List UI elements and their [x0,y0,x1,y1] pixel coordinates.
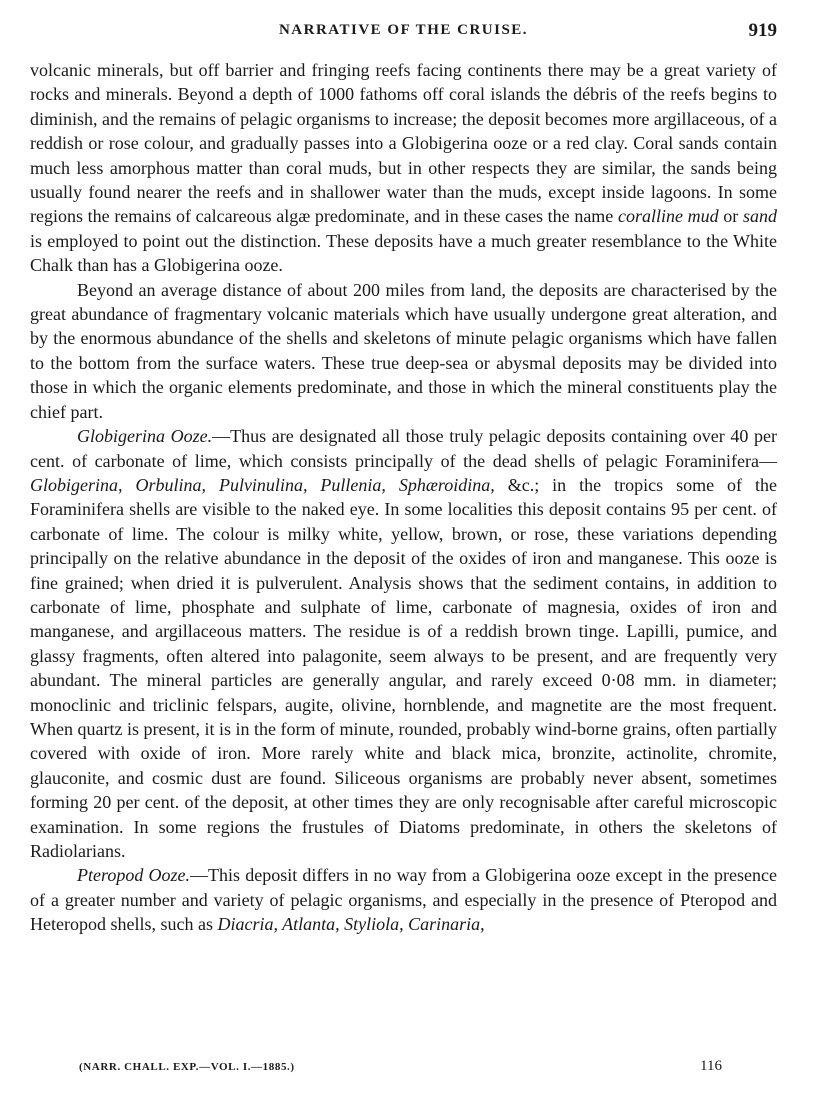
text-span: volcanic minerals, but off barrier and fringing reefs facing continents there may be a great variety of rocks and minerals. Beyond a depth of 1000 fathoms off coral islands the débris of the reefs begins to diminish, and the remains of pelagic organisms to increase; the deposit becomes more argillaceous, of a reddish or rose colour, and gradually passes into a Globigerina ooze or a red clay. Coral sands contain much less amorphous matter than coral muds, but in other respects they are similar, the sands being usually found nearer the reefs and in shallower water than the muds, except inside lagoons. In some regions the remains of calcareous algæ predominate, and in these cases the name [30,60,777,227]
italic-term: sand [742,206,777,227]
page-footer [30,1058,777,1080]
running-header [30,22,777,46]
paragraph-1 [30,58,777,278]
signature-mark: 116 [700,1058,722,1074]
section-heading-pteropod-ooze: Pteropod Ooze. [77,865,191,886]
paragraph-globigerina-ooze [30,424,777,863]
text-span: or [718,206,743,227]
footer-citation: (NARR. CHALL. EXP.—VOL. I.—1885.) [79,1061,295,1073]
italic-genera-list: Diacria, Atlanta, Styliola, Carinaria, [217,914,485,935]
book-page [30,0,777,1100]
paragraph-2 [30,278,777,424]
body-text [30,58,777,937]
paragraph-pteropod-ooze [30,863,777,936]
running-title: NARRATIVE OF THE CRUISE. [278,22,529,38]
text-span: &c.; in the tropics some of the Foraminifera shells are visible to the naked eye. In some localities this deposit contains 95 per cent. of carbonate of lime. The colour is milky white, yellow, brown, or rose, these variations depending principally on the relative abundance in the deposit of the oxides of iron and manganese. This ooze is fine grained; when dried it is pulverulent. Analysis shows that the sediment contains, in addition to carbonate of lime, phosphate and sulphate of lime, carbonate of magnesia, oxides of iron and manganese, and argillaceous matters. The residue is of a reddish brown tinge. Lapilli, pumice, and glassy fragments, often altered into palagonite, seem always to be present, and are frequently very abundant. The mineral particles are generally angular, and rarely exceed 0·08 mm. in diameter; monoclinic and triclinic felspars, augite, olivine, hornblende, and magnetite are the most frequent. When quartz is present, it is in the form of minute, rounded, probably wind-borne grains, often partially covered with oxide of iron. More rarely white and black mica, bronzite, actinolite, chromite, glauconite, and cosmic dust are found. Siliceous organisms are probably never absent, sometimes forming 20 per cent. of the deposit, at other times they are only recognisable after careful microscopic examination. In some regions the frustules of Diatoms predominate, in others the skeletons of Radiolarians. [30,474,778,861]
text-span: Beyond an average distance of about 200 miles from land, the deposits are characterised by the great abundance of fragmentary volcanic materials which have usually undergone great alteration, and by the enormous abundance of the shells and skeletons of minute pelagic organisms which have fallen to the bottom from the surface waters. These true deep-sea or abysmal deposits may be divided into those in which the organic elements predominate, and those in which the mineral constituents play the chief part. [30,279,777,422]
text-span: is employed to point out the distinction. These deposits have a much greater resemblance to the White Chalk than has a Globigerina ooze. [30,230,777,276]
text-span: —This deposit differs in no way from a Globigerina ooze except in the presence of a greater number and variety of pelagic organisms, and especially in the presence of Pteropod and Heteropod shells, such as [30,865,777,935]
page-number: 919 [748,20,777,41]
italic-genera-list: Globigerina, Orbulina, Pulvinulina, Pullenia, Sphæroidina, [30,474,495,495]
italic-term: coralline mud [617,206,719,227]
section-heading-globigerina-ooze: Globigerina Ooze. [77,426,213,447]
text-span: —Thus are designated all those truly pelagic deposits containing over 40 per cent. of carbonate of lime, which consists principally of the dead shells of pelagic Foraminifera— [30,426,777,471]
